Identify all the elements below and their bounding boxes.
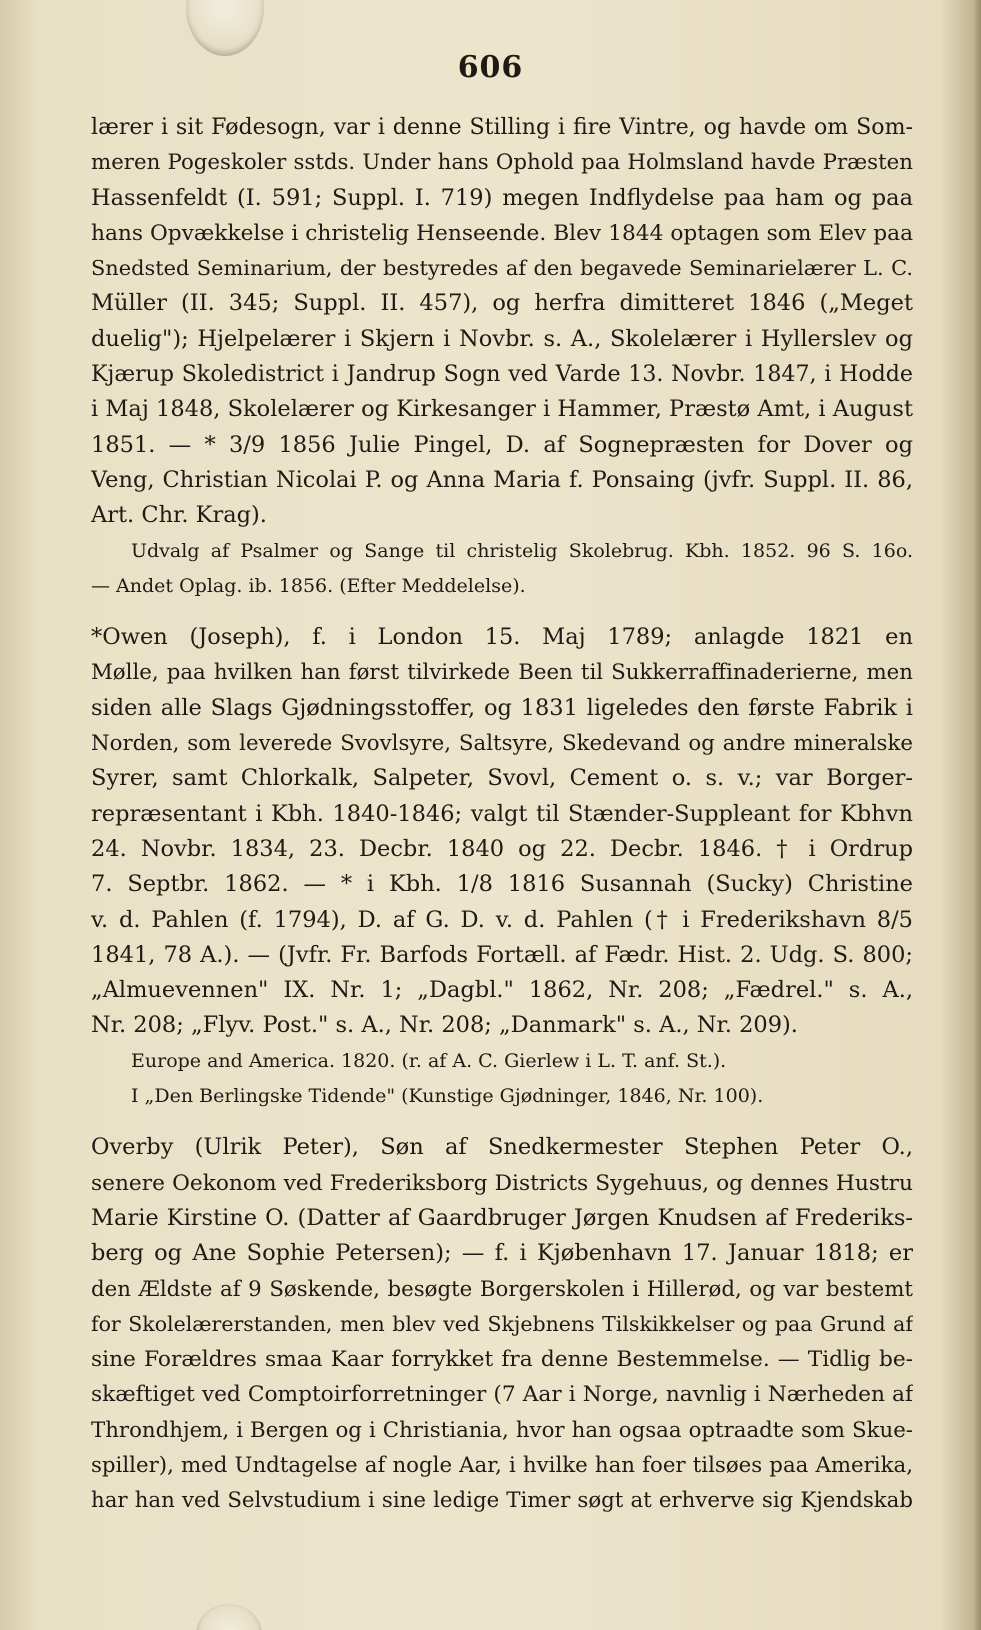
text-line: Art. Chr. Krag). xyxy=(91,502,267,529)
entry-heading-line: Overby (Ulrik Peter), Søn af Snedkermester Stephen Peter O., xyxy=(91,1134,913,1161)
text-line: Mølle, paa hvilken han først tilvirkede Been til Sukkerraffinaderierne, men xyxy=(91,660,913,686)
text-line: Norden, som leverede Svovlsyre, Saltsyre, Skedevand og andre mineralske xyxy=(91,731,913,757)
works-line: Udvalg af Psalmer og Sange til christelig Skolebrug. Kbh. 1852. 96 S. 16o. xyxy=(131,539,913,562)
text-line: 7. Septbr. 1862. — * i Kbh. 1/8 1816 Susannah (Sucky) Christine xyxy=(91,871,913,898)
text-line: hans Opvækkelse i christelig Henseende. Blev 1844 optagen som Elev paa xyxy=(91,220,913,246)
entry-spacer xyxy=(91,1114,913,1130)
text-line: 1841, 78 A.). — (Jvfr. Fr. Barfods Fortæll. af Fædr. Hist. 2. Udg. S. 800; xyxy=(91,941,913,968)
text-line: 1851. — * 3/9 1856 Julie Pingel, D. af Sognepræsten for Dover og xyxy=(91,431,913,458)
works-list xyxy=(91,534,913,605)
works-line: Europe and America. 1820. (r. af A. C. Gierlew i L. T. anf. St.). xyxy=(131,1049,727,1072)
text-line: repræsentant i Kbh. 1840-1846; valgt til Stænder-Suppleant for Kbhvn xyxy=(91,800,913,827)
text-line: i Maj 1848, Skolelærer og Kirkesanger i Hammer, Præstø Amt, i August xyxy=(91,396,913,423)
text-line: berg og Ane Sophie Petersen); — f. i Kjøbenhavn 17. Januar 1818; er xyxy=(91,1240,913,1267)
works-line: I „Den Berlingske Tidende" (Kunstige Gjødninger, 1846, Nr. 100). xyxy=(131,1085,764,1108)
text-line: v. d. Pahlen (f. 1794), D. af G. D. v. d. Pahlen († i Frederikshavn 8/5 xyxy=(91,906,913,933)
text-line: Hassenfeldt (I. 591; Suppl. I. 719) megen Indflydelse paa ham og paa xyxy=(91,184,913,211)
works-line: — Andet Oplag. ib. 1856. (Efter Meddelelse). xyxy=(91,574,526,597)
text-line: sine Forældres smaa Kaar forrykket fra denne Bestemmelse. — Tidlig be- xyxy=(91,1347,913,1373)
text-line: for Skolelærerstanden, men blev ved Skjebnens Tilskikkelser og paa Grund af xyxy=(91,1311,913,1336)
text-line: senere Oekonom ved Frederiksborg Districts Sygehuus, og dennes Hustru xyxy=(91,1170,913,1196)
text-line: Veng, Christian Nicolai P. og Anna Maria f. Ponsaing (jvfr. Suppl. II. 86, xyxy=(91,466,913,493)
text-line: Müller (II. 345; Suppl. II. 457), og herfra dimitteret 1846 („Meget xyxy=(91,290,913,317)
text-line: spiller), med Undtagelse af nogle Aar, i hvilke han foer tilsøes paa Amerika, xyxy=(91,1452,913,1478)
text-line: Throndhjem, i Bergen og i Christiania, hvor han ogsaa optraadte som Skue- xyxy=(91,1417,913,1443)
text-line: duelig"); Hjelpelærer i Skjern i Novbr. s. A., Skolelærer i Hyllerslev og xyxy=(91,325,913,352)
text-line: 24. Novbr. 1834, 23. Decbr. 1840 og 22. Decbr. 1846. † i Ordrup xyxy=(91,835,913,862)
page-edge-shadow xyxy=(973,0,981,1630)
text-line: „Almuevennen" IX. Nr. 1; „Dagbl." 1862, Nr. 208; „Fædrel." s. A., xyxy=(91,977,913,1004)
punch-hole-bottom xyxy=(196,1604,262,1630)
text-line: meren Pogeskoler sstds. Under hans Ophold paa Holmsland havde Præsten xyxy=(91,150,913,176)
page-text xyxy=(91,110,913,1519)
entry-spacer xyxy=(91,604,913,620)
entry-heading-line: *Owen (Joseph), f. i London 15. Maj 1789; anlagde 1821 en xyxy=(91,624,913,651)
text-line: skæftiget ved Comptoirforretninger (7 Aar i Norge, navnlig i Nærheden af xyxy=(91,1382,913,1408)
text-line: Syrer, samt Chlorkalk, Salpeter, Svovl, Cement o. s. v.; var Borger- xyxy=(91,765,913,792)
entry-overby xyxy=(91,1130,913,1518)
entry-owen xyxy=(91,620,913,1044)
text-line: lærer i sit Fødesogn, var i denne Stilling i fire Vintre, og havde om Som- xyxy=(91,114,913,140)
text-line: Kjærup Skoledistrict i Jandrup Sogn ved Varde 13. Novbr. 1847, i Hodde xyxy=(91,361,913,388)
text-line: har han ved Selvstudium i sine ledige Timer søgt at erhverve sig Kjendskab xyxy=(91,1488,913,1514)
text-line: den Ældste af 9 Søskende, besøgte Borgerskolen i Hillerød, og var bestemt xyxy=(91,1276,913,1302)
entry-continuation xyxy=(91,110,913,534)
text-line: siden alle Slags Gjødningsstoffer, og 1831 ligeledes den første Fabrik i xyxy=(91,694,913,721)
text-line: Snedsted Seminarium, der bestyredes af den begavede Seminarielærer L. C. xyxy=(91,256,913,281)
works-list xyxy=(91,1044,913,1115)
page-number: 606 xyxy=(457,50,524,85)
punch-hole-top xyxy=(186,0,264,56)
text-line: Marie Kirstine O. (Datter af Gaardbruger Jørgen Knudsen af Frederiks- xyxy=(91,1204,913,1231)
text-line: Nr. 208; „Flyv. Post." s. A., Nr. 208; „Danmark" s. A., Nr. 209). xyxy=(91,1012,798,1039)
